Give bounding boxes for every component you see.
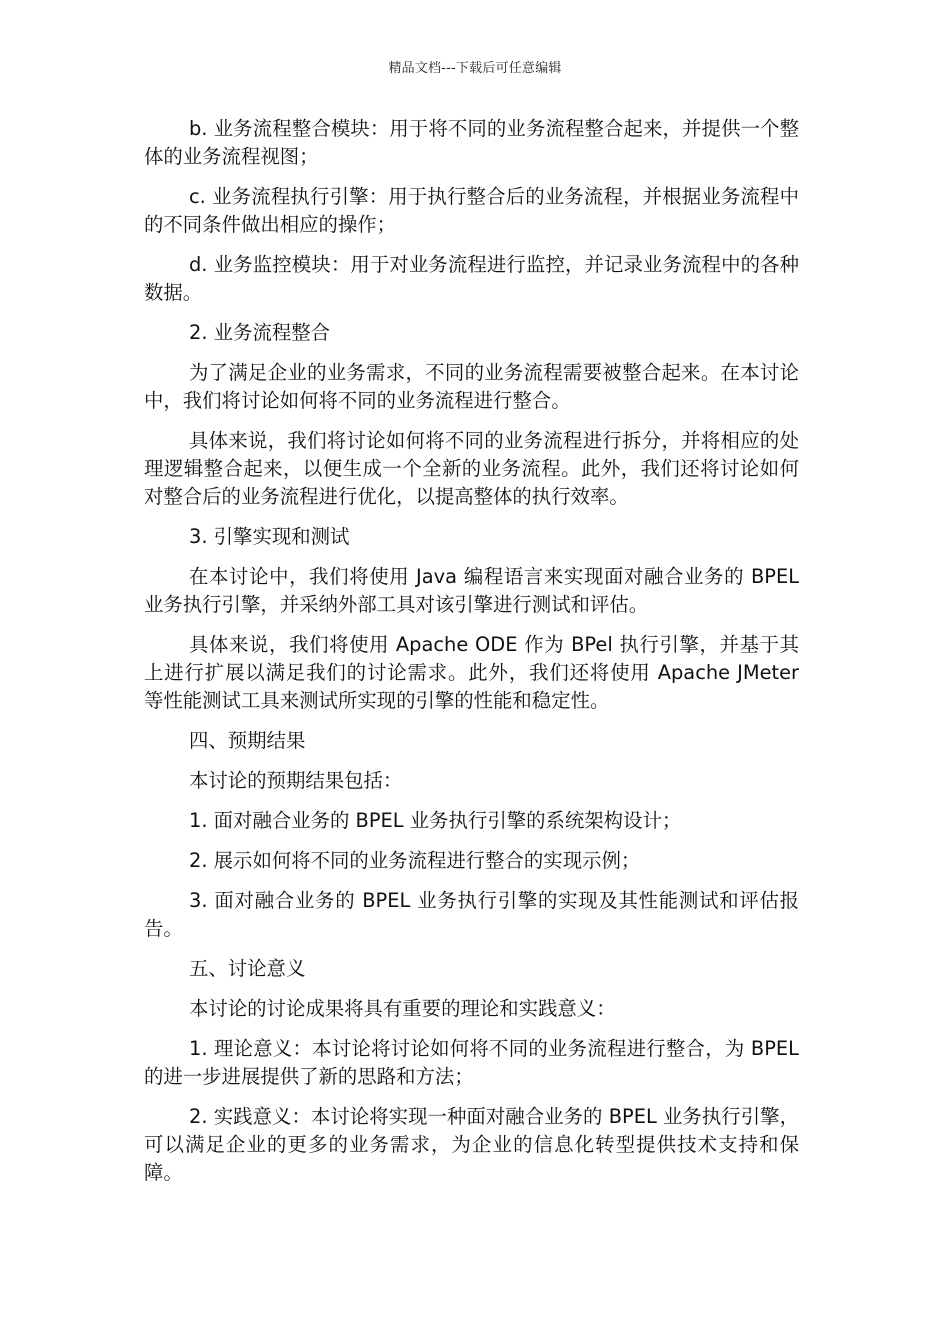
paragraph-significance-intro: 本讨论的讨论成果将具有重要的理论和实践意义： [189,997,616,1020]
paragraph-integration-detail: 具体来说，我们将讨论如何将不同的业务流程进行拆分，并将相应的处理逻辑整合起来，以便生成一个全新的业务流程。此外，我们还将讨论如何对整合后的业务流程进行优化，以提高整体的执行效率。 [144,429,799,508]
list-item-practical-significance: 2. 实践意义：本讨论将实现一种面对融合业务的 BPEL 业务执行引擎，可以满足企业的更多的业务需求，为企业的信息化转型提供技术支持和保障。 [144,1105,799,1184]
section-heading-significance: 五、讨论意义 [189,957,306,980]
section-heading-process-integration: 2. 业务流程整合 [189,321,331,344]
list-item-result-2: 2. 展示如何将不同的业务流程进行整合的实现示例； [189,849,641,872]
paragraph-integration-need: 为了满足企业的业务需求，不同的业务流程需要被整合起来。在本讨论中，我们将讨论如何将不同的业务流程进行整合。 [144,361,799,412]
list-item-result-3: 3. 面对融合业务的 BPEL 业务执行引擎的实现及其性能测试和评估报告。 [144,889,799,940]
paragraph-monitoring-module: d. 业务监控模块：用于对业务流程进行监控，并记录业务流程中的各种数据。 [144,253,799,304]
document-body [144,115,799,1199]
list-item-result-1: 1. 面对融合业务的 BPEL 业务执行引擎的系统架构设计； [189,809,682,832]
section-heading-expected-results: 四、预期结果 [189,729,306,752]
paragraph-execution-engine: c. 业务流程执行引擎：用于执行整合后的业务流程，并根据业务流程中的不同条件做出相应的操作； [144,185,799,236]
paragraph-apache-tools: 具体来说，我们将使用 Apache ODE 作为 BPel 执行引擎，并基于其上进行扩展以满足我们的讨论需求。此外，我们还将使用 Apache JMeter 等性能测试工具来测试所实现的引擎的性能和稳定性。 [144,633,799,712]
paragraph-module-integration: b. 业务流程整合模块：用于将不同的业务流程整合起来，并提供一个整体的业务流程视图； [144,117,799,168]
paragraph-java-implementation: 在本讨论中，我们将使用 Java 编程语言来实现面对融合业务的 BPEL 业务执行引擎，并采纳外部工具对该引擎进行测试和评估。 [144,565,799,616]
section-heading-engine-testing: 3. 引擎实现和测试 [189,525,350,548]
paragraph-results-intro: 本讨论的预期结果包括： [189,769,403,792]
page-header: 精品文档---下载后可任意编辑 [388,61,562,76]
list-item-theoretical-significance: 1. 理论意义：本讨论将讨论如何将不同的业务流程进行整合，为 BPEL 的进一步进展提供了新的思路和方法； [144,1037,799,1088]
